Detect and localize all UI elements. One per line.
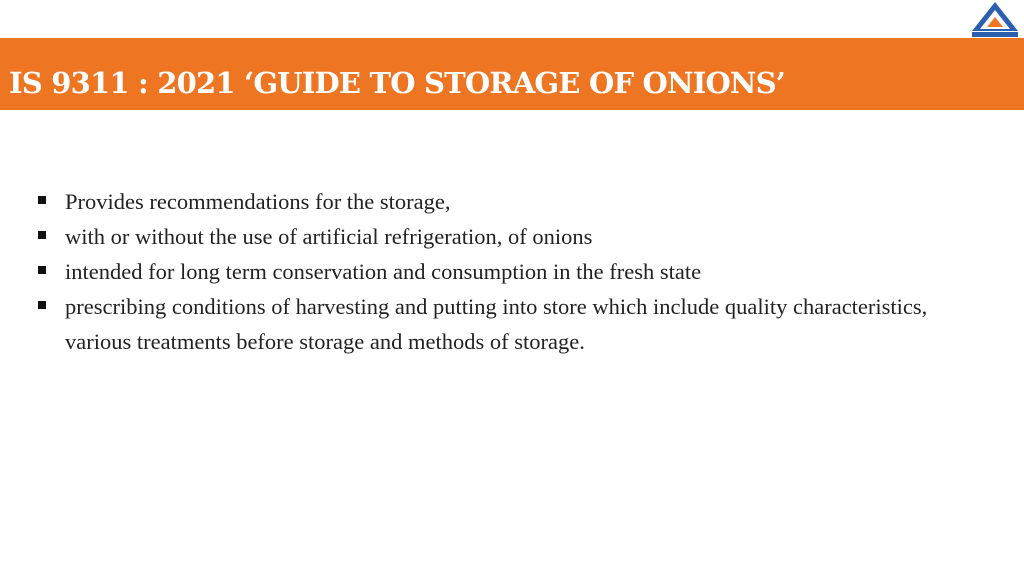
page-title: IS 9311 : 2021 ‘GUIDE TO STORAGE OF ONIONS’ bbox=[9, 66, 786, 100]
bullet-text: prescribing conditions of harvesting and putting into store which include quality characteristics, various treatments before storage and methods of storage. bbox=[65, 294, 928, 354]
list-item bbox=[38, 254, 998, 289]
square-bullet-icon bbox=[38, 301, 46, 309]
bullet-text: with or without the use of artificial refrigeration, of onions bbox=[65, 224, 593, 249]
bis-logo-icon bbox=[968, 0, 1022, 40]
list-item bbox=[38, 184, 998, 219]
bullet-text: intended for long term conservation and consumption in the fresh state bbox=[65, 259, 702, 284]
list-item bbox=[38, 219, 998, 254]
square-bullet-icon bbox=[38, 196, 46, 204]
bullet-text: Provides recommendations for the storage, bbox=[65, 189, 451, 214]
bullet-list bbox=[38, 184, 998, 359]
square-bullet-icon bbox=[38, 266, 46, 274]
square-bullet-icon bbox=[38, 231, 46, 239]
list-item bbox=[38, 289, 998, 359]
